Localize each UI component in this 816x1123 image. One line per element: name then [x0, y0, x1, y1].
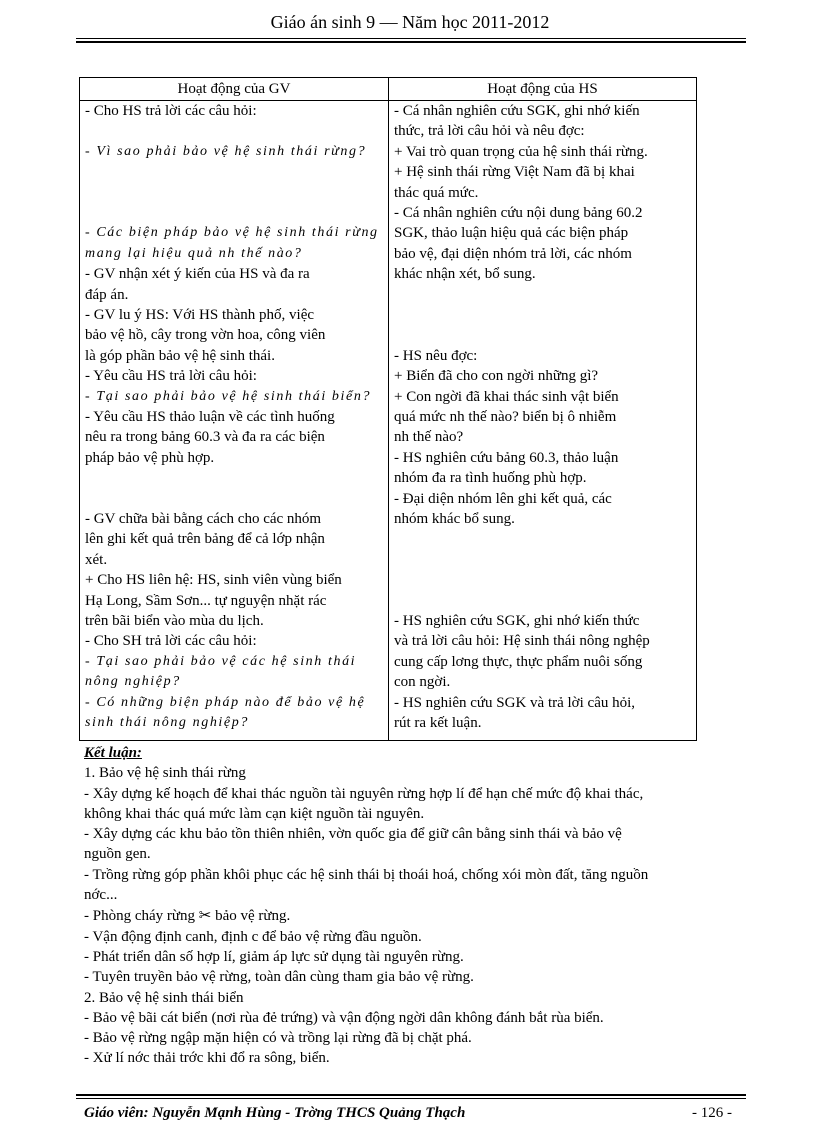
conclusion-heading: Kết luận:	[84, 745, 142, 761]
hs-line: thức, trả lời câu hỏi và nêu đợc:	[394, 123, 585, 140]
section-1-line: - Phát triển dân số hợp lí, giảm áp lực sử dụng tài nguyên rừng.	[84, 948, 464, 965]
gv-line: - GV chữa bài bằng cách cho các nhóm	[85, 511, 322, 528]
gv-line: - Yêu cầu HS thảo luận về các tình huống	[85, 409, 335, 426]
blank-line	[85, 468, 384, 488]
section-1-line: không khai thác quá mức làm cạn kiệt nguồn tài nguyên.	[84, 805, 425, 822]
header-rule-thick	[76, 41, 746, 43]
section-1-line: nguồn gen.	[84, 846, 151, 863]
hs-line: thác quá mức.	[394, 184, 479, 201]
section-1-line: - Xây dựng các khu bảo tồn thiên nhiên, vờn quốc gia để giữ cân bằng sinh thái và bảo vệ	[84, 826, 622, 843]
hs-line: nh thế nào?	[394, 429, 464, 446]
gv-line: nêu ra trong bảng 60.3 và đa ra các biện	[85, 429, 325, 446]
gv-column-header: Hoạt động của GV	[80, 78, 388, 101]
gv-line: là góp phần bảo vệ hệ sinh thái.	[85, 347, 275, 364]
section-1-line: - Vận động định canh, định c để bảo vệ rừng đầu nguồn.	[84, 928, 422, 945]
footer-rule-thick	[76, 1094, 746, 1096]
blank-line	[394, 325, 692, 345]
section-1-line	[84, 905, 764, 926]
blank-line	[85, 489, 384, 509]
blank-line	[85, 183, 384, 203]
header-rule-thin	[76, 38, 746, 39]
gv-line: - Yêu cầu HS trả lời câu hỏi:	[85, 368, 257, 385]
hs-line: quá mức nh thế nào? biển bị ô nhiễm	[394, 409, 617, 426]
gv-line: - GV nhận xét ý kiến của HS và đa ra	[85, 266, 310, 283]
gv-line: - Cho HS trả lời các câu hỏi:	[85, 103, 257, 119]
gv-column-body	[80, 101, 388, 734]
gv-line: pháp bảo vệ phù hợp.	[85, 449, 215, 466]
hs-line: - Đại diện nhóm lên ghi kết quả, các	[394, 490, 612, 507]
gv-line: - Cho SH trả lời các câu hỏi:	[85, 633, 257, 650]
section-2-line: - Bảo vệ rừng ngập mặn hiện có và trồng lại rừng đã bị chặt phá.	[84, 1030, 472, 1047]
gv-line: lên ghi kết quả trên bảng để cả lớp nhận	[85, 531, 325, 548]
footer-teacher: Giáo viên: Nguyễn Mạnh Hùng - Trờng THCS Quảng Thạch	[84, 1105, 466, 1121]
gv-line: đáp án.	[85, 286, 129, 303]
blank-line	[85, 121, 384, 141]
hs-line: khác nhận xét, bổ sung.	[394, 266, 536, 283]
blank-line	[394, 305, 692, 325]
gv-line: - Có những biện pháp nào để bảo vệ hệ	[85, 694, 366, 710]
page-number: - 126 -	[692, 1105, 732, 1121]
hs-line: nhóm đa ra tình huống phù hợp.	[394, 470, 587, 487]
hs-line: + Vai trò quan trọng của hệ sinh thái rừng.	[394, 143, 648, 160]
section-1-line: - Trồng rừng góp phần khôi phục các hệ sinh thái bị thoái hoá, chống xói mòn đất, tăng nguồn	[84, 866, 649, 883]
hs-line: - HS nghiên cứu SGK và trả lời câu hỏi,	[394, 694, 636, 711]
section-1-title: 1. Bảo vệ hệ sinh thái rừng	[84, 765, 246, 782]
gv-line: - Tại sao phải bảo vệ hệ sinh thái biển?	[85, 388, 372, 404]
hs-line: nhóm khác bổ sung.	[394, 511, 515, 528]
hs-line: - HS nghiên cứu bảng 60.3, thảo luận	[394, 449, 619, 466]
section-1-line: - Xây dựng kế hoạch để khai thác nguồn tài nguyên rừng hợp lí để hạn chế mức độ khai thác,	[84, 785, 644, 802]
activity-table	[79, 77, 697, 741]
gv-column	[80, 78, 389, 740]
gv-line: - Vì sao phải bảo vệ hệ sinh thái rừng?	[85, 143, 367, 159]
hs-line: con ngời.	[394, 674, 451, 691]
blank-line	[85, 162, 384, 182]
blank-line	[394, 591, 692, 611]
hs-line: - HS nghiên cứu SGK, ghi nhớ kiến thức	[394, 613, 640, 630]
gv-line: xét.	[85, 551, 108, 568]
section-1-line: nớc...	[84, 887, 118, 904]
gv-line: - Các biện pháp bảo vệ hệ sinh thái rừng	[85, 225, 379, 241]
scissors-icon: ✂	[198, 906, 212, 925]
section-2-line: - Xử lí nớc thải trớc khi đổ ra sông, biển.	[84, 1050, 330, 1067]
hs-line: - Cá nhân nghiên cứu nội dung bảng 60.2	[394, 205, 643, 222]
gv-line: + Cho HS liên hệ: HS, sinh viên vùng biển	[85, 572, 342, 589]
section-2-title: 2. Bảo vệ hệ sinh thái biển	[84, 989, 244, 1006]
hs-column-header: Hoạt động của HS	[389, 78, 696, 101]
gv-line: mang lại hiệu quả nh thế nào?	[85, 245, 303, 261]
fire-prevention-text-end: bảo vệ rừng.	[215, 908, 291, 925]
hs-line: - Cá nhân nghiên cứu SGK, ghi nhớ kiến	[394, 103, 640, 119]
hs-line: SGK, thảo luận hiệu quả các biện pháp	[394, 225, 629, 242]
hs-line: bảo vệ, đại diện nhóm trả lời, các nhóm	[394, 245, 632, 262]
blank-line	[394, 529, 692, 549]
blank-line	[394, 550, 692, 570]
hs-line: - HS nêu đợc:	[394, 347, 478, 364]
page-header-title: Giáo án sinh 9 — Năm học 2011-2012	[270, 12, 550, 32]
hs-column	[389, 78, 696, 740]
gv-line: - Tại sao phải bảo vệ các hệ sinh thái	[85, 653, 357, 669]
gv-line: trên bãi biển vào mùa du lịch.	[85, 613, 264, 630]
hs-line: + Con ngời đã khai thác sinh vật biển	[394, 388, 619, 405]
hs-line: cung cấp lơng thực, thực phẩm nuôi sống	[394, 653, 643, 670]
conclusion-section	[84, 743, 764, 1069]
hs-line: và trả lời câu hỏi: Hệ sinh thái nông nghệp	[394, 633, 650, 650]
fire-prevention-text: - Phòng cháy rừng	[84, 908, 196, 925]
footer-rule-thin	[76, 1098, 746, 1099]
hs-line: rút ra kết luận.	[394, 715, 482, 732]
blank-line	[394, 285, 692, 305]
hs-line: + Hệ sinh thái rừng Việt Nam đã bị khai	[394, 164, 635, 181]
section-2-line: - Bảo vệ bãi cát biển (nơi rùa đẻ trứng) và vận động ngời dân không đánh bắt rùa biển.	[84, 1009, 604, 1026]
section-1-line: - Tuyên truyền bảo vệ rừng, toàn dân cùng tham gia bảo vệ rừng.	[84, 969, 474, 986]
blank-line	[394, 570, 692, 590]
gv-line: - GV lu ý HS: Với HS thành phố, việc	[85, 307, 315, 323]
hs-line: + Biển đã cho con ngời những gì?	[394, 368, 599, 385]
hs-column-body	[389, 101, 696, 733]
gv-line: bảo vệ hồ, cây trong vờn hoa, công viên	[85, 327, 326, 344]
gv-line: nông nghiệp?	[85, 674, 181, 690]
blank-line	[85, 203, 384, 223]
page-footer	[84, 1105, 732, 1122]
gv-line: sinh thái nông nghiệp?	[85, 715, 249, 731]
gv-line: Hạ Long, Sầm Sơn... tự nguyện nhặt rác	[85, 592, 327, 609]
